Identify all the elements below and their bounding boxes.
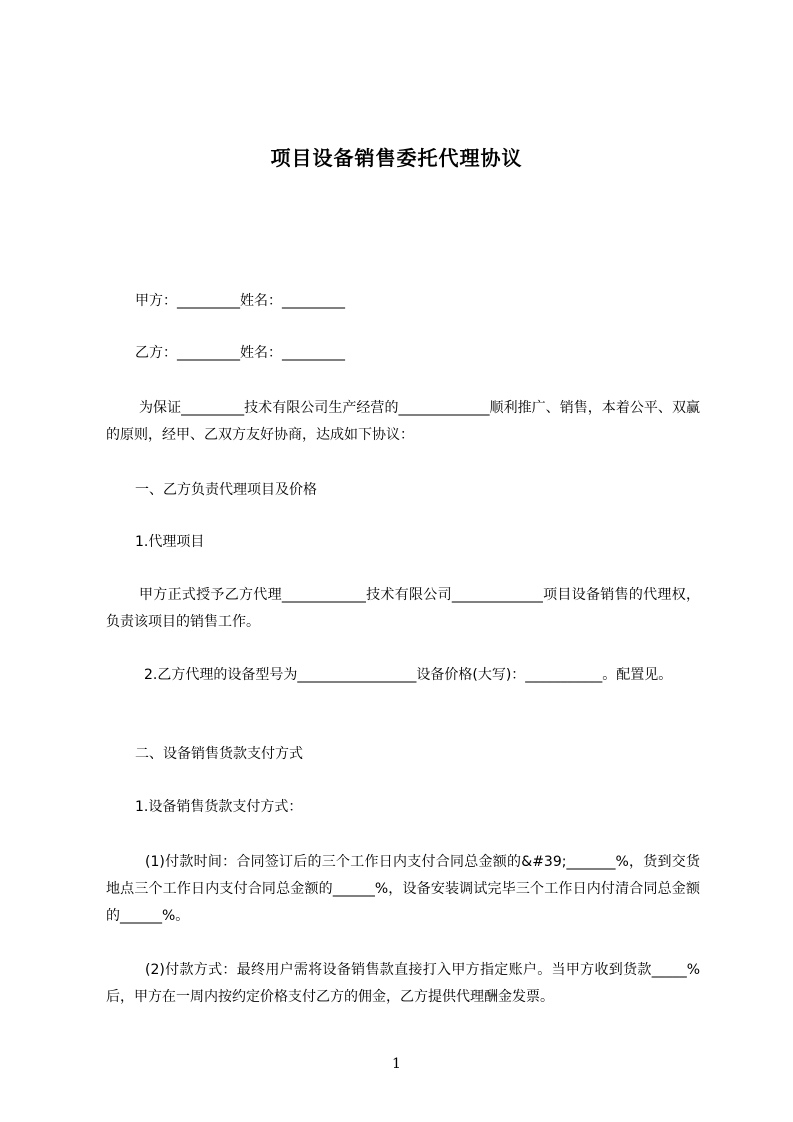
payment-method-paragraph: (2)付款方式：最终用户需将设备销售款直接打入甲方指定账户。当甲方收到货款_____%后，甲方在一周内按约定价格支付乙方的佣金，乙方提供代理酬金发票。 [106,962,700,1005]
section-1-heading: 一、乙方负责代理项目及价格 [135,482,317,498]
payment-time-paragraph: (1)付款时间：合同签订后的三个工作日内支付合同总金额的&#39;_______%，货到交货地点三个工作日内支付合同总金额的______%，设备安装调试完毕三个工作日内付清合同总金额的______%。 [106,854,700,924]
page-number: 1 [392,1056,401,1072]
section-2-heading: 二、设备销售货款支付方式 [135,746,303,762]
clause-1-1-heading: 1.代理项目 [135,534,205,550]
agency-scope-paragraph: 甲方正式授予乙方代理____________技术有限公司_____________项目设备销售的代理权，负责该项目的销售工作。 [106,587,700,630]
document-title: 项目设备销售委托代理协议 [270,146,523,170]
equipment-model-paragraph: 2.乙方代理的设备型号为_________________设备价格(大写)：___________。配置见。 [144,667,673,683]
party-b-line: 乙方：_________姓名：_________ [135,345,345,361]
party-a-line: 甲方：_________姓名：_________ [135,293,345,309]
preamble-paragraph: 为保证_________技术有限公司生产经营的_____________顺利推广、销售，本着公平、双赢的原则，经甲、乙双方友好协商，达成如下协议： [106,400,700,443]
clause-2-1-heading: 1.设备销售货款支付方式： [135,799,303,815]
